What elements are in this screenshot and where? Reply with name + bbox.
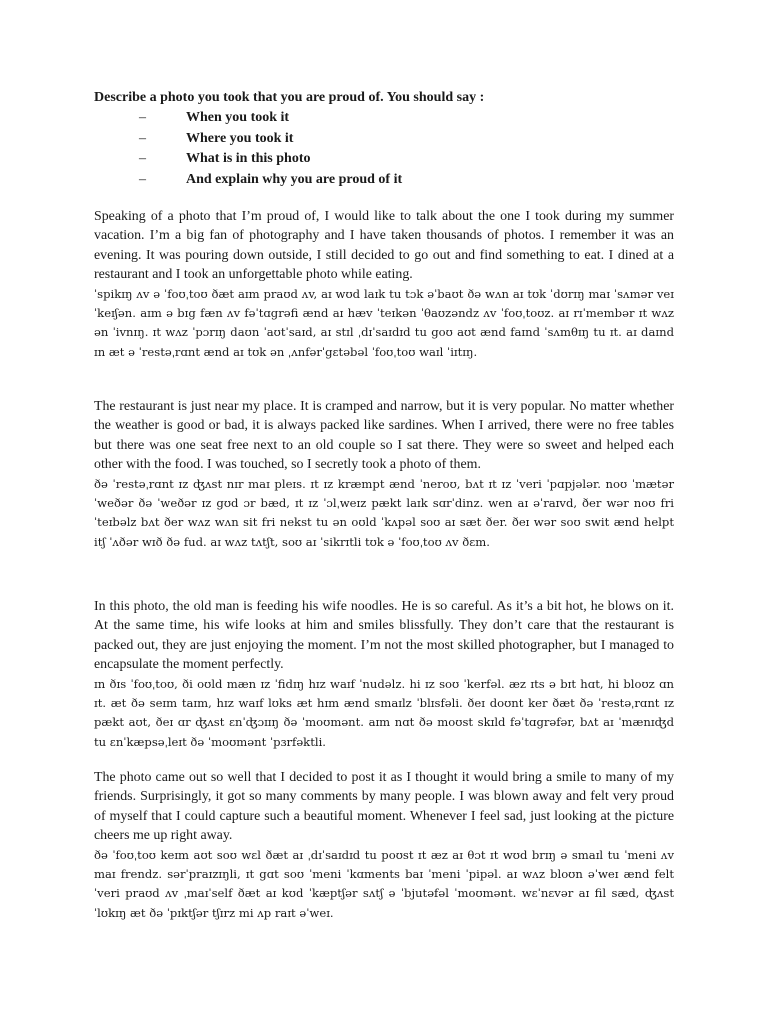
dash-bullet-icon: – xyxy=(139,171,146,187)
answer-section-3 xyxy=(94,597,674,752)
prompt-bullet-list xyxy=(0,108,768,190)
answer-section-4 xyxy=(94,768,674,923)
dash-bullet-icon: – xyxy=(139,130,146,146)
phonetic-transcription: ðə ˈfoʊˌtoʊ keɪm aʊt soʊ wɛl ðæt aɪ ˌdɪˈsaɪdɪd tu poʊst ɪt æz aɪ θɔt ɪt wʊd brɪŋ ə smaɪl tu ˈmeni ʌv maɪ frendz. sərˈpraɪzɪŋli, ɪt gɑt soʊ ˈmeni ˈkɑments baɪ ˈmeni ˈpipəl. aɪ wʌz bloʊn əˈweɪ ænd felt ˈveri praʊd ʌv ˌmaɪˈself ðæt aɪ kʊd ˈkæptʃər sʌtʃ ə ˈbjutəfəl ˈmoʊmənt. wɛˈnɛvər aɪ fil sæd, ʤʌst ˈlʊkɪŋ æt ðə ˈpɪktʃər tʃɪrz mi ʌp raɪt əˈweɪ. xyxy=(94,847,674,920)
answer-section-2 xyxy=(94,397,674,552)
answer-section-1 xyxy=(94,207,674,362)
answer-paragraph: Speaking of a photo that I’m proud of, I would like to talk about the one I took during my summer vacation. I’m a big fan of photography and I have taken thousands of photos. I remember it was an evening. It was pouring down outside, I still decided to go out and find something to eat. I dined at a restaurant and I took an unforgettable photo while eating. xyxy=(94,209,674,283)
prompt-bullet-item xyxy=(0,129,768,150)
dash-bullet-icon: – xyxy=(139,110,146,125)
prompt-bullet-text: And explain why you are proud of it xyxy=(186,171,403,187)
prompt-bullet-item xyxy=(0,170,768,191)
task-heading: Describe a photo you took that you are proud of. You should say : xyxy=(94,90,485,105)
prompt-bullet-text: When you took it xyxy=(186,110,290,125)
answer-paragraph: In this photo, the old man is feeding his wife noodles. He is so careful. As it’s a bit hot, he blows on it. At the same time, his wife looks at him and smiles blissfully. They don’t care that the restaurant is packed out, they are just enjoying the moment. I’m not the most skilled photographer, but I managed to encapsulate the moment perfectly. xyxy=(94,599,674,673)
prompt-bullet-item xyxy=(0,108,768,129)
prompt-bullet-text: Where you took it xyxy=(186,130,294,146)
phonetic-transcription: ˈspikɪŋ ʌv ə ˈfoʊˌtoʊ ðæt aɪm praʊd ʌv, aɪ wʊd laɪk tu tɔk əˈbaʊt ðə wʌn aɪ tʊk ˈdʊrɪŋ maɪ ˈsʌmər veɪˈkeɪʃən. aɪm ə bɪg fæn ʌv fəˈtɑgrəfi ænd aɪ hæv ˈteɪkən ˈθaʊzəndz ʌv ˈfoʊˌtoʊz. aɪ rɪˈmembər ɪt wʌz ən ˈivnɪŋ. ɪt wʌz ˈpɔrɪŋ daʊn ˈaʊtˈsaɪd, aɪ stɪl ˌdɪˈsaɪdɪd tu goʊ aʊt ænd faɪnd ˈsʌmθɪŋ tu ɪt. aɪ daɪnd ɪn æt ə ˈrestəˌrɑnt ænd aɪ tʊk ən ˌʌnfərˈgɛtəbəl ˈfoʊˌtoʊ waɪl ˈiɪtɪŋ. xyxy=(94,286,674,359)
answer-paragraph: The restaurant is just near my place. It is cramped and narrow, but it is very popular. No matter whether the weather is good or bad, it is always packed like sardines. When I arrived, there were no free tables but there was one seat free next to an old couple so I sat there. They were so sweet and helped each other with the food. I was touched, so I secretly took a photo of them. xyxy=(94,399,674,473)
answer-paragraph: The photo came out so well that I decided to post it as I thought it would bring a smile to many of my friends. Surprisingly, it got so many comments by many people. I was blown away and felt very proud of myself that I could capture such a beautiful moment. Whenever I feel sad, just looking at the picture cheers me up right away. xyxy=(94,770,674,844)
prompt-bullet-text: What is in this photo xyxy=(186,151,311,166)
phonetic-transcription: ɪn ðɪs ˈfoʊˌtoʊ, ði oʊld mæn ɪz ˈfidɪŋ hɪz waɪf ˈnudəlz. hi ɪz soʊ ˈkerfəl. æz ɪts ə bɪt hɑt, hi bloʊz ɑn ɪt. æt ðə seɪm taɪm, hɪz waɪf lʊks æt hɪm ænd smaɪlz ˈblɪsfəli. ðeɪ doʊnt ker ðæt ðə ˈrestəˌrɑnt ɪz pækt aʊt, ðeɪ ɑr ʤʌst ɛnˈʤɔɪɪŋ ðə ˈmoʊmənt. aɪm nɑt ðə moʊst skɪld fəˈtɑgrəfər, bʌt aɪ ˈmænɪʤd tu ɛnˈkæpsəˌleɪt ðə ˈmoʊmənt ˈpɜrfəktli. xyxy=(94,676,674,749)
prompt-bullet-item xyxy=(0,149,768,170)
phonetic-transcription: ðə ˈrestəˌrɑnt ɪz ʤʌst nɪr maɪ pleɪs. ɪt ɪz kræmpt ænd ˈneroʊ, bʌt ɪt ɪz ˈveri ˈpɑpjələr. noʊ ˈmætər ˈweðər ðə ˈweðər ɪz gʊd ɔr bæd, ɪt ɪz ˈɔlˌweɪz pækt laɪk sɑrˈdinz. wen aɪ əˈraɪvd, ðer wər noʊ fri ˈteɪbəlz bʌt ðer wʌz wʌn sit fri nekst tu ən oʊld ˈkʌpəl soʊ aɪ sæt ðer. ðeɪ wər soʊ swit ænd helpt itʃ ˈʌðər wɪð ðə fud. aɪ wʌz tʌtʃt, soʊ aɪ ˈsikrɪtli tʊk ə ˈfoʊˌtoʊ ʌv ðɛm. xyxy=(94,476,674,549)
dash-bullet-icon: – xyxy=(139,151,146,166)
